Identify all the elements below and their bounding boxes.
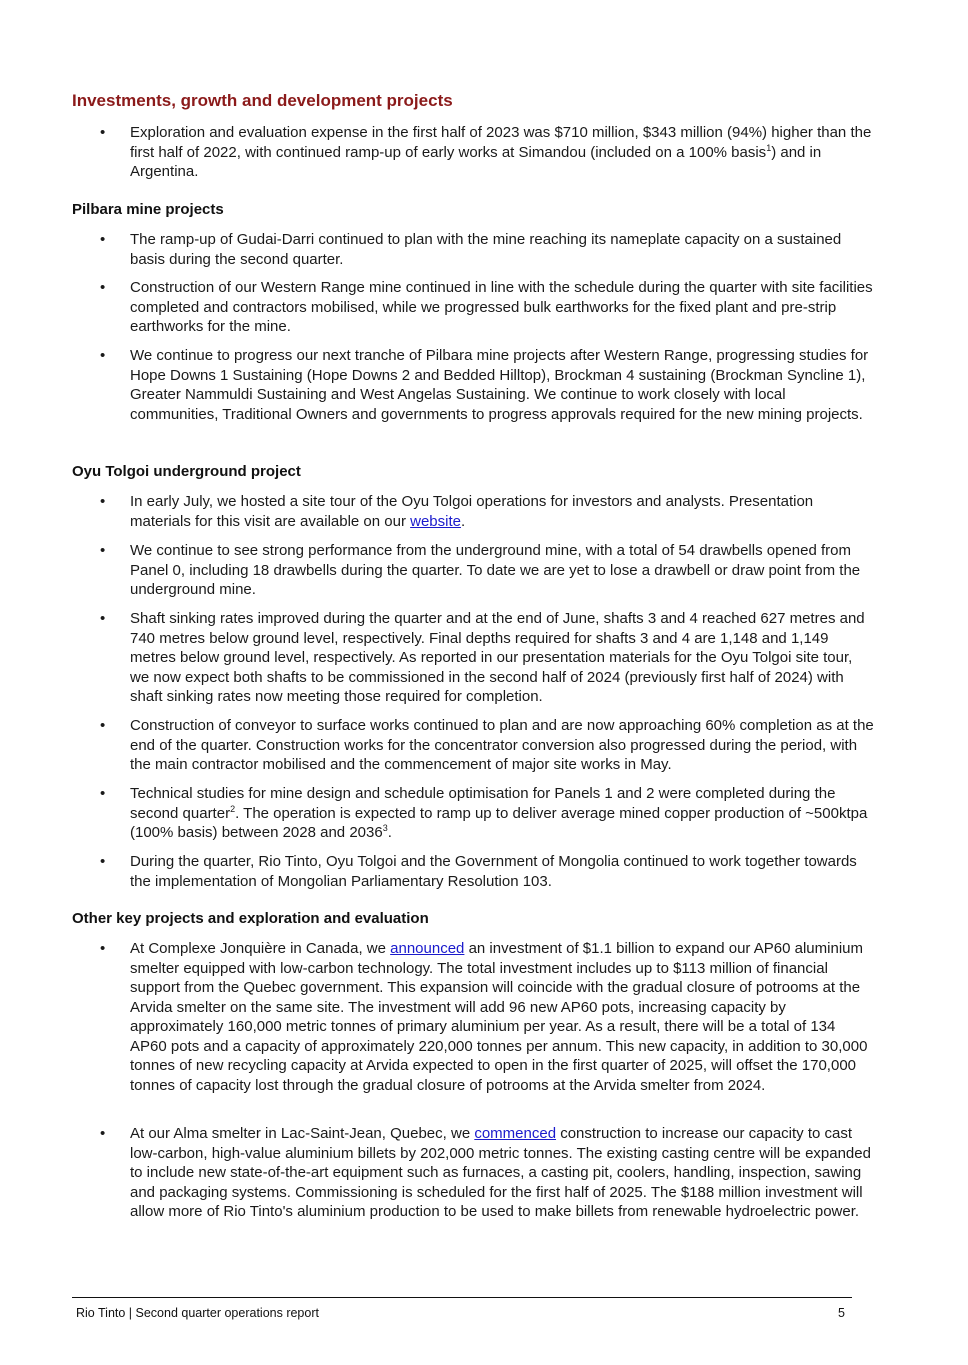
- bullet-icon: •: [100, 940, 106, 957]
- announced-link[interactable]: announced: [390, 940, 465, 957]
- subheading-oyu-tolgoi: Oyu Tolgoi underground project: [72, 463, 301, 480]
- bullet-icon: •: [100, 785, 106, 802]
- footnote-ref: 2: [230, 803, 236, 814]
- list-item: • At our Alma smelter in Lac-Saint-Jean, Quebec, we commenced construction to increase our capacity to cast low-carbon, high-value aluminium billets by 202,000 metric tonnes. The existing casting centre will be expanded to include new state-of-the-art equipment such as furnaces, a casting pit, coolers, handling, inspection, sawing and packaging systems. Commissioning is scheduled for the first half of 2025. The $188 million investment will allow more of Rio Tinto's aluminium production to be used to make billets from renewable hydroelectric power.: [100, 1125, 871, 1220]
- list-item: • We continue to progress our next tranche of Pilbara mine projects after Western Range, progressing studies for Hope Downs 1 Sustaining (Hope Downs 2 and Bedded Hilltop), Brockman 4 sustaining (Brockman Syncline 1), Greater Nammuldi Sustaining and West Angelas Sustaining. We continue to work closely with local communities, Traditional Owners and governments to progress approvals required for the new mining projects.: [100, 347, 869, 423]
- bullet-icon: •: [100, 231, 106, 248]
- list-item: • Technical studies for mine design and schedule optimisation for Panels 1 and 2 were completed during the second quarter$^2$. The operation is expected to ramp up to deliver average mined copper production of ~500ktpa (100% basis) between 2028 and 2036$^3$.: [100, 785, 868, 841]
- bullet-icon: •: [100, 279, 106, 296]
- bullet-icon: •: [100, 347, 106, 364]
- list-item: • In early July, we hosted a site tour of the Oyu Tolgoi operations for investors and analysts. Presentation materials for this visit are available on our website.: [100, 493, 814, 530]
- page-number: 5: [838, 1306, 845, 1320]
- list-item: • Construction of our Western Range mine continued in line with the schedule during the quarter with site facilities completed and contractors mobilised, while we progressed bulk earthworks for the fixed plant and pre-strip earthworks for the mine.: [100, 279, 873, 335]
- footnote-ref: 1: [766, 142, 772, 153]
- list-item: • During the quarter, Rio Tinto, Oyu Tolgoi and the Government of Mongolia continued to work together towards the implementation of Mongolian Parliamentary Resolution 103.: [100, 853, 857, 890]
- bullet-icon: •: [100, 1125, 106, 1142]
- list-item: • The ramp-up of Gudai-Darri continued to plan with the mine reaching its nameplate capacity on a sustained basis during the second quarter.: [100, 231, 842, 268]
- list-item: • We continue to see strong performance from the underground mine, with a total of 54 drawbells opened from Panel 0, including 18 drawbells during the quarter. To date we are yet to lose a drawbell or draw point from the underground mine.: [100, 542, 861, 598]
- bullet-icon: •: [100, 717, 106, 734]
- section-title: Investments, growth and development projects: [72, 91, 453, 110]
- bullet-icon: •: [100, 610, 106, 627]
- bullet-icon: •: [100, 124, 106, 141]
- bullet-icon: •: [100, 853, 106, 870]
- bullet-icon: •: [100, 542, 106, 559]
- footer-divider: [72, 1297, 852, 1298]
- footer-title: Rio Tinto | Second quarter operations report: [76, 1306, 319, 1320]
- list-item: • Shaft sinking rates improved during the quarter and at the end of June, shafts 3 and 4 reached 627 metres and 740 metres below ground level, respectively. Final depths required for shafts 3 and 4 are 1,148 and 1,149 metres below ground level, respectively. As reported in our presentation materials for the Oyu Tolgoi site tour, we now expect both shafts to be commissioned in the second half of 2024 (previously first half of 2024) with shaft sinking rates now meeting those required for completion.: [100, 610, 865, 705]
- website-link[interactable]: website: [410, 512, 461, 530]
- footnote-ref: 3: [382, 823, 388, 833]
- bullet-icon: •: [100, 493, 106, 510]
- subheading-pilbara: Pilbara mine projects: [72, 201, 224, 218]
- list-item: • At Complexe Jonquière in Canada, we announced an investment of $1.1 billion to expand our AP60 aluminium smelter equipped with low-carbon technology. The total investment includes up to $113 million of financial support from the Quebec government. This expansion will coincide with the gradual closure of potrooms at the Arvida smelter on the same site. The investment will add 96 new AP60 pots, increasing capacity by approximately 160,000 metric tonnes of primary aluminium per year. As a result, there will be a total of 134 AP60 pots and a capacity of approximately 220,000 tonnes per annum. This new capacity, in addition to 30,000 tonnes of new recycling capacity at Arvida expected to open in the first quarter of 2025, will offset the 170,000 tonnes of capacity lost through the gradual closure of potrooms at the Arvida smelter from 2024.: [100, 940, 868, 1094]
- list-item: • Construction of conveyor to surface works continued to plan and are now approaching 60% completion as at the end of the quarter. Construction works for the concentrator conversion also progressed during the period, with the main contractor mobilised and the commencement of major site works in May.: [100, 717, 874, 773]
- subheading-other-projects: Other key projects and exploration and evaluation: [72, 910, 429, 927]
- list-item: • Exploration and evaluation expense in the first half of 2023 was $710 million, $343 million (94%) higher than the first half of 2022, with continued ramp-up of early works at Simandou (included on a 100% basis$^1$) and in Argentina.: [100, 124, 872, 180]
- commenced-link[interactable]: commenced: [474, 1125, 557, 1142]
